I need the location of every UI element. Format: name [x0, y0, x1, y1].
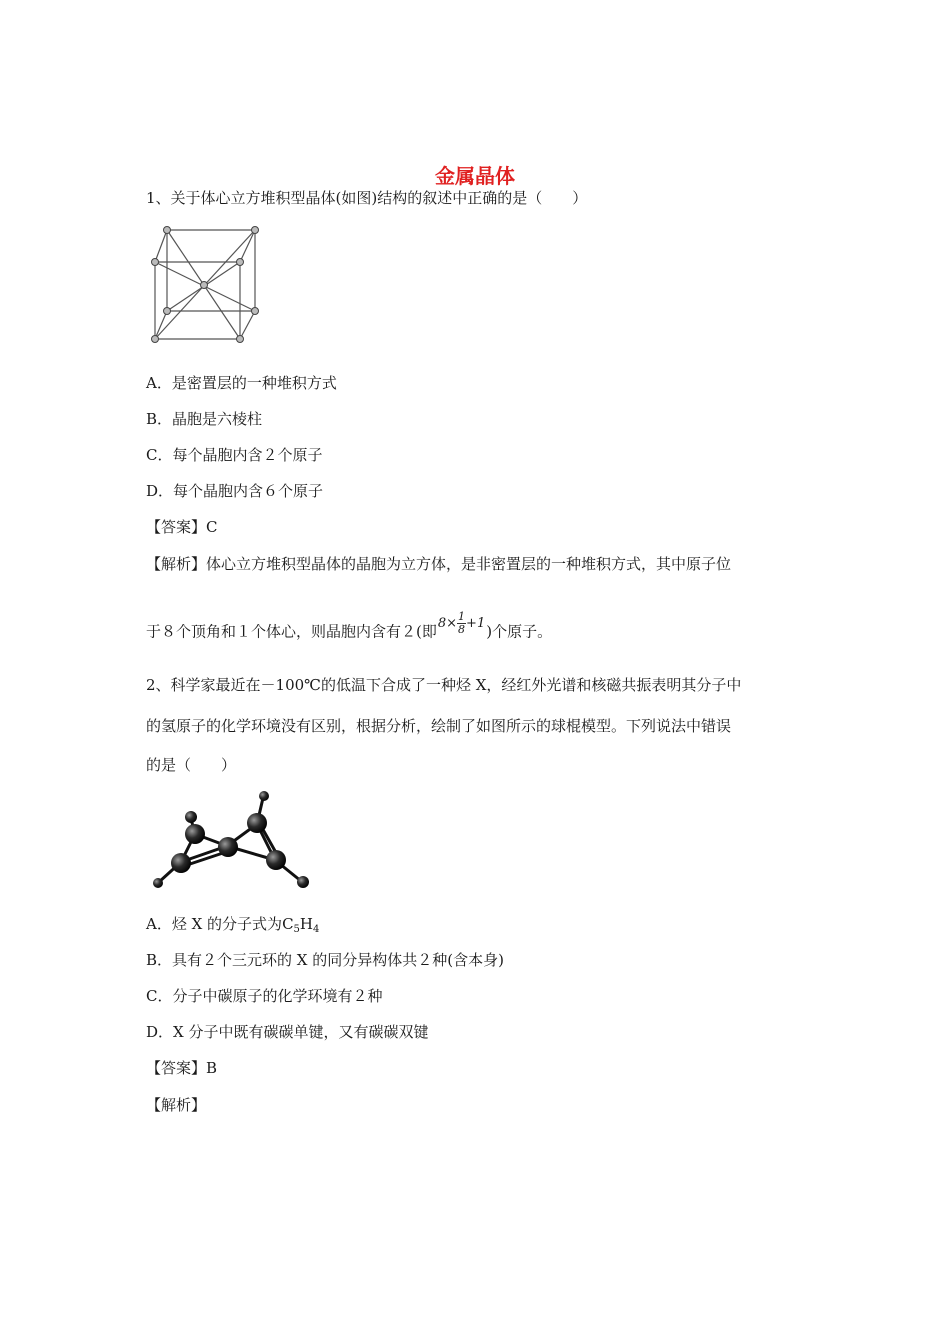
- q2-option-b: B．具有２个三元环的 X 的同分异构体共２种(含本身): [146, 951, 504, 969]
- q1-analysis-line2: [146, 610, 553, 645]
- q1-analysis-line1: 【解析】体心立方堆积型晶体的晶胞为立方体，是非密置层的一种堆积方式，其中原子位: [146, 555, 732, 573]
- q2-answer: 【答案】B: [146, 1059, 218, 1077]
- ball-and-stick-model-figure: [145, 784, 325, 896]
- q1-analysis-text-before: 于８个顶角和１个体心，则晶胞内含有２(即: [146, 622, 437, 641]
- q2-stem-line2: 的氢原子的化学环境没有区别，根据分析，绘制了如图所示的球棍模型。下列说法中错误: [146, 717, 732, 735]
- q2-stem-line3: 的是（ ）: [146, 756, 237, 774]
- q1-stem: 1、关于体心立方堆积型晶体(如图)结构的叙述中正确的是（ ）: [146, 189, 588, 207]
- q1-option-b: B．晶胞是六棱柱: [146, 410, 263, 428]
- q2-analysis: 【解析】: [146, 1096, 207, 1114]
- q1-option-d: D．每个晶胞内含６个原子: [146, 482, 324, 500]
- page-title: 金属晶体: [435, 164, 515, 188]
- formula-numerator: 1: [458, 610, 466, 623]
- q1-answer: 【答案】C: [146, 518, 218, 536]
- q1-option-a: A．是密置层的一种堆积方式: [146, 374, 337, 392]
- q2-option-c: C．分子中碳原子的化学环境有２种: [146, 987, 383, 1005]
- bcc-unit-cell-figure: [140, 216, 270, 350]
- formula: 8× $\frac{1}{8}$ +1: [437, 610, 486, 636]
- q2-option-a: A．烃 X 的分子式为$C_5H_4$: [146, 915, 320, 935]
- q1-analysis-text-after: )个原子。: [486, 622, 553, 641]
- q1-option-c: C．每个晶胞内含２个原子: [146, 446, 323, 464]
- q2-stem-line1: 2、科学家最近在－100℃的低温下合成了一种烃 X，经红外光谱和核磁共振表明其分子中: [146, 676, 742, 694]
- formula-denominator: 8: [458, 623, 466, 636]
- q2-option-d: D．X 分子中既有碳碳单键，又有碳碳双键: [146, 1023, 429, 1041]
